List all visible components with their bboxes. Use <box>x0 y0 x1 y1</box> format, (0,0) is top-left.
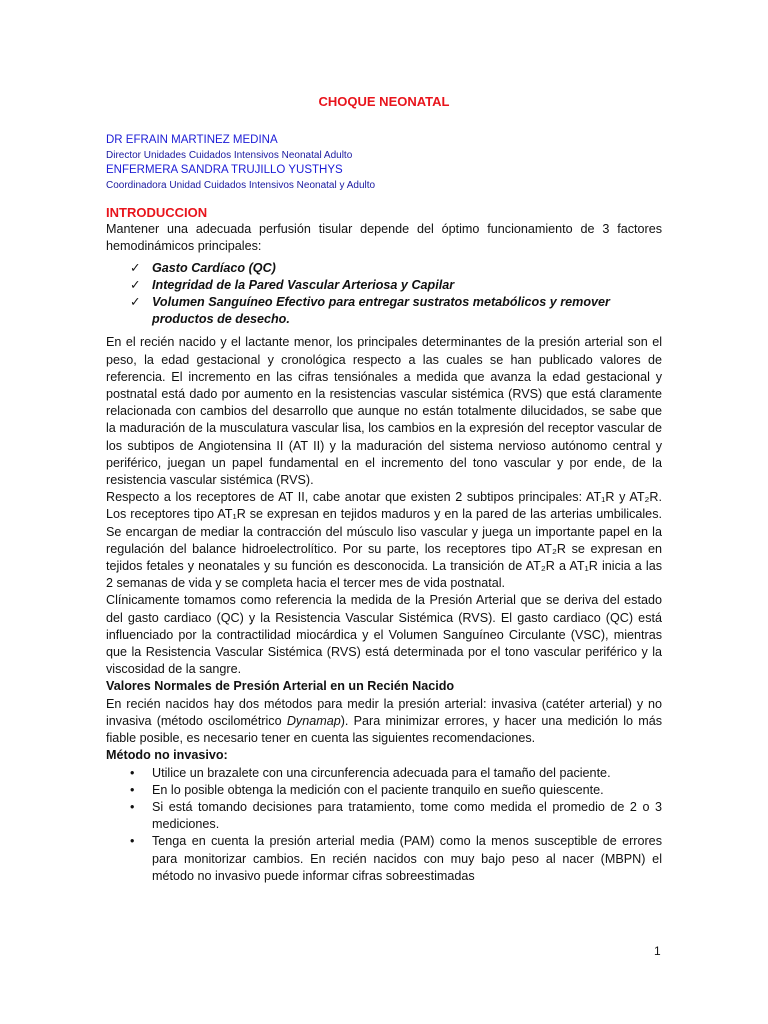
recommendation-item: • Tenga en cuenta la presión arterial media (PAM) como la menos susceptible de errores para monitorizar cambios. En recién nacidos con muy bajo peso al nacer (MBPN) el método no invasivo puede informar cifras sobreestimadas <box>130 833 662 885</box>
factor-item: ✓ Gasto Cardíaco (QC) <box>130 260 662 277</box>
document-body <box>106 204 662 885</box>
intro-lead: Mantener una adecuada perfusión tisular depende del óptimo funcionamiento de 3 factores hemodinámicos principales: <box>106 222 662 254</box>
intro-heading: INTRODUCCION <box>106 205 208 220</box>
paragraph-clinical: Clínicamente tomamos como referencia la medida de la Presión Arterial que se deriva del estado del gasto cardiaco (QC) y la Resistencia Vascular Sistémica (RVS). El gasto cardiaco (QC) está influenciado por la contractilidad miocárdica y el Volumen Sanguíneo Circulante (VSC), mientras que la Resistencia Vascular Sistémica (RVS) está determinada por el tono vascular periférico y la viscosidad de la sangre. <box>106 593 662 677</box>
recommendation-item: • En lo posible obtenga la medición con el paciente tranquilo en sueño quiescente. <box>130 782 662 799</box>
factor-item: ✓ Integridad de la Pared Vascular Arteriosa y Capilar <box>130 277 662 294</box>
recommendation-list <box>106 765 662 885</box>
bp-paragraph <box>106 696 662 748</box>
dynamap-term: Dynamap <box>286 713 341 728</box>
bp-text-after: ). Para minimizar errores, y hacer una medición lo más fiable posible, es necesario tener en cuenta las siguientes recomendaciones. <box>106 713 662 746</box>
page-number: 1 <box>654 944 661 958</box>
factor-item: ✓ Volumen Sanguíneo Efectivo para entregar sustratos metabólicos y remover productos de desecho. <box>130 294 662 328</box>
paragraph-receptors: Respecto a los receptores de AT II, cabe anotar que existen 2 subtipos principales: AT₁R y AT₂R. Los receptores tipo AT₁R se expresan en tejidos maduros y en la pared de las arterias umbilicales. Se encargan de mediar la contracción del músculo liso vascular y juega un importante papel en la regulación del balance hidroelectrolítico. Por su parte, los receptores tipo AT₂R se expresan en tejidos fetales y neonatales y su función es desconocida. La transición de AT₂R a AT₁R inicia a las 2 semanas de vida y se completa hacia el tercer mes de vida postnatal. <box>106 490 662 591</box>
paragraph-determinants: En el recién nacido y el lactante menor, los principales determinantes de la presión arterial son el peso, la edad gestacional y cronológica respecto a las cuales se han publicado valores de referencia. El incremento en las cifras tensiónales a medida que avanza la edad gestacional y postnatal está dado por aumento en la resistencias vascular sistémica (RVS) que está claramente relacionada con cambios del desarrollo que aunque no están totalmente dilucidados, se sabe que la maduración de la musculatura vascular lisa, los cambios en la expresión del receptor vascular de los subtipos de Angiotensina II (AT II) y la maduración del sistema nervioso autónomo central y periférico, juegan un papel fundamental en el incremento del tono vascular y por ende, de la resistencia vascular sistémica (RVS). <box>106 335 662 488</box>
bp-text-before: En recién nacidos hay dos métodos para medir la presión arterial: invasiva (catéter arterial) y no invasiva (método oscilométrico <box>106 696 662 728</box>
author-name: ENFERMERA SANDRA TRUJILLO YUSTHYS <box>106 164 343 176</box>
author-block <box>106 133 375 193</box>
author-role: Director Unidades Cuidados Intensivos Neonatal Adulto <box>106 150 353 161</box>
bp-heading: Valores Normales de Presión Arterial en un Recién Nacido <box>106 679 455 694</box>
author-role: Coordinadora Unidad Cuidados Intensivos Neonatal y Adulto <box>106 180 376 191</box>
recommendation-item: • Utilice un brazalete con una circunferencia adecuada para el tamaño del paciente. <box>130 765 662 782</box>
recommendation-item: • Si está tomando decisiones para tratamiento, tome como medida el promedio de 2 o 3 mediciones. <box>130 799 662 833</box>
document-title: CHOQUE NEONATAL <box>318 94 450 109</box>
factor-list <box>106 260 662 329</box>
author-name: DR EFRAIN MARTINEZ MEDINA <box>106 134 278 146</box>
method-heading: Método no invasivo: <box>106 748 228 763</box>
